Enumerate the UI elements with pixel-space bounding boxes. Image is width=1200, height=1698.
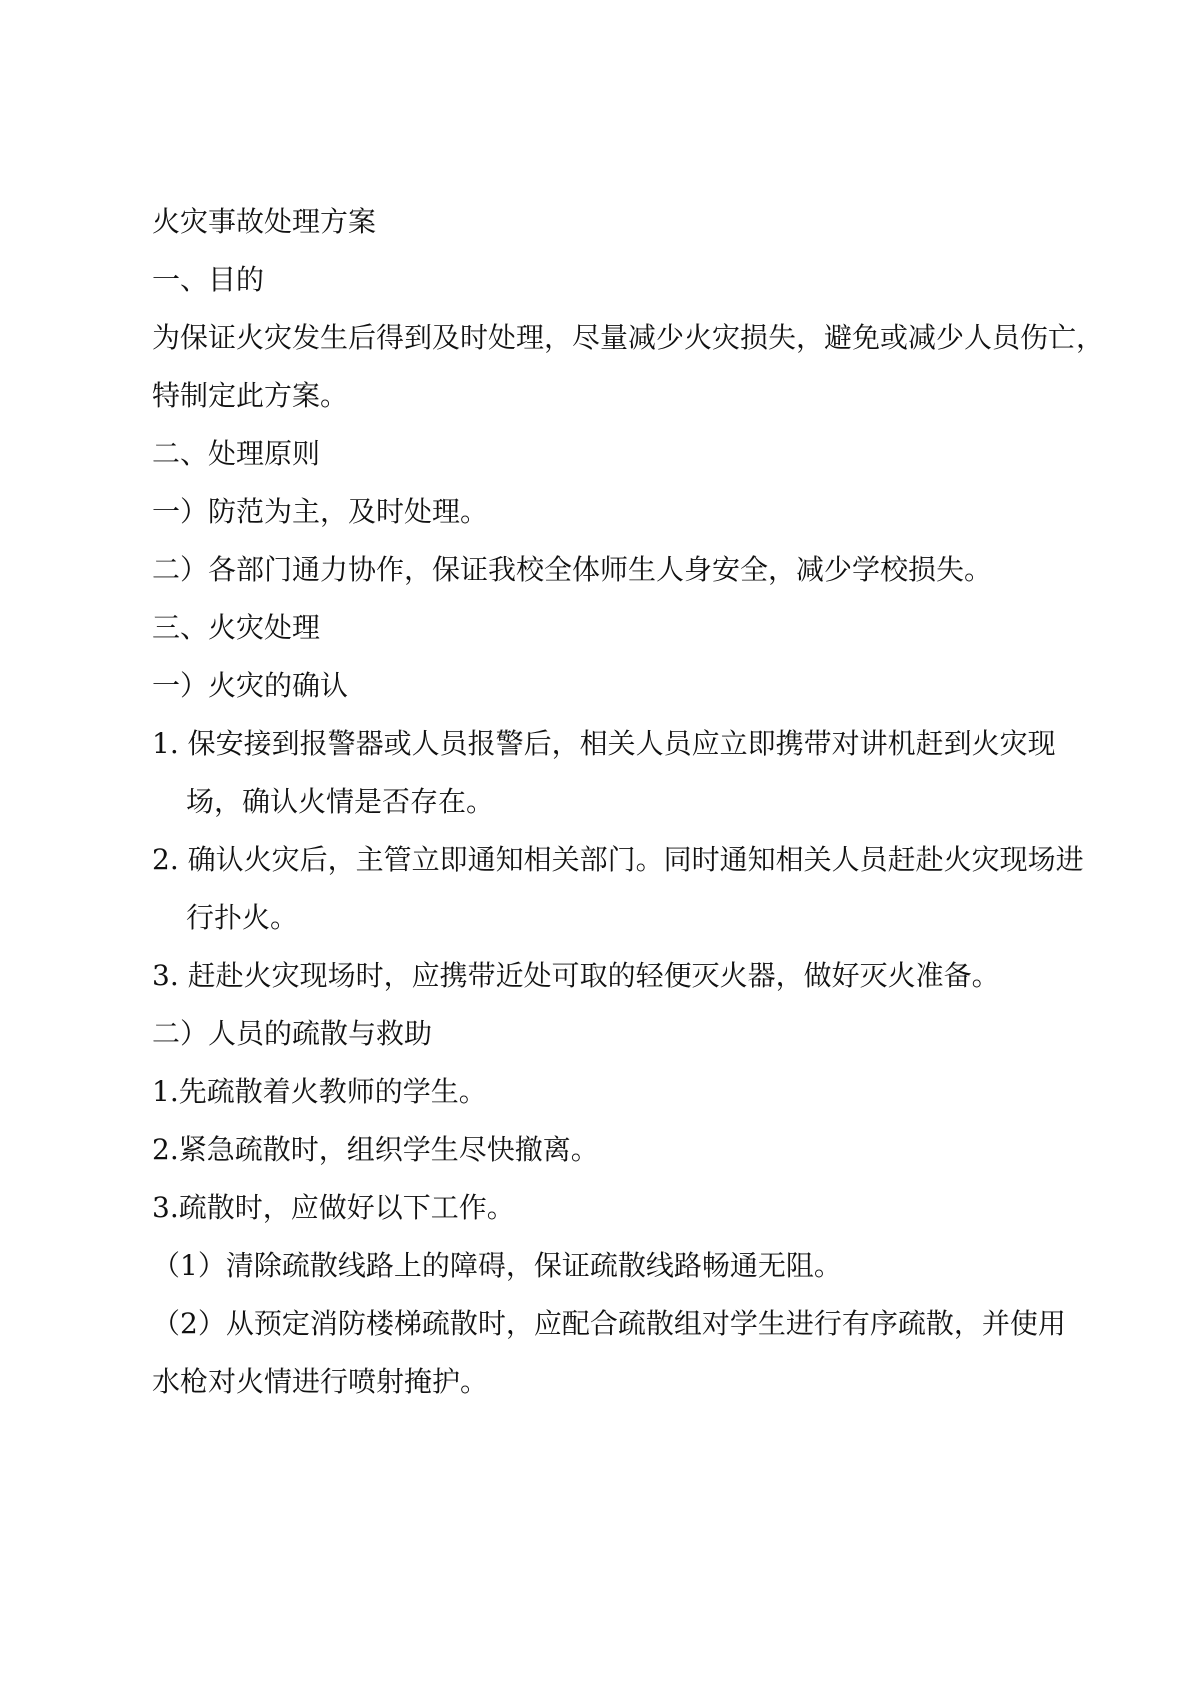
evacuation-subitem: （1）清除疏散线路上的障碍，保证疏散线路畅通无阻。 xyxy=(152,1249,842,1282)
evacuation-step: 2.紧急疏散时，组织学生尽快撤离。 xyxy=(152,1133,599,1166)
purpose-paragraph-line: 特制定此方案。 xyxy=(152,379,349,412)
confirmation-step-line: 场，确认火情是否存在。 xyxy=(186,785,495,818)
confirmation-step-line: 2. 确认火灾后，主管立即通知相关部门。同时通知相关人员赶赴火灾现场进 xyxy=(152,843,1084,876)
evacuation-subitem-line: 水枪对火情进行喷射掩护。 xyxy=(152,1365,489,1398)
principle-item: 二）各部门通力协作，保证我校全体师生人身安全，减少学校损失。 xyxy=(152,553,993,586)
confirmation-step-line: 3. 赶赴火灾现场时，应携带近处可取的轻便灭火器，做好灭火准备。 xyxy=(152,959,1000,992)
evacuation-step: 1.先疏散着火教师的学生。 xyxy=(152,1075,487,1108)
section-heading-fire-handling: 三、火灾处理 xyxy=(152,611,321,644)
evacuation-subitem-line: （2）从预定消防楼梯疏散时，应配合疏散组对学生进行有序疏散，并使用 xyxy=(152,1307,1066,1340)
purpose-paragraph-line: 为保证火灾发生后得到及时处理，尽量减少火灾损失，避免或减少人员伤亡， xyxy=(152,321,1105,354)
confirmation-step-line: 行扑火。 xyxy=(186,901,299,934)
subsection-heading-confirmation: 一）火灾的确认 xyxy=(152,669,349,702)
subsection-heading-evacuation: 二）人员的疏散与救助 xyxy=(152,1017,433,1050)
confirmation-step-line: 1. 保安接到报警器或人员报警后，相关人员应立即携带对讲机赶到火灾现 xyxy=(152,727,1056,760)
principle-item: 一）防范为主，及时处理。 xyxy=(152,495,489,528)
section-heading-principles: 二、处理原则 xyxy=(152,437,321,470)
section-heading-purpose: 一、目的 xyxy=(152,263,265,296)
evacuation-step: 3.疏散时，应做好以下工作。 xyxy=(152,1191,515,1224)
document-title: 火灾事故处理方案 xyxy=(152,205,377,238)
